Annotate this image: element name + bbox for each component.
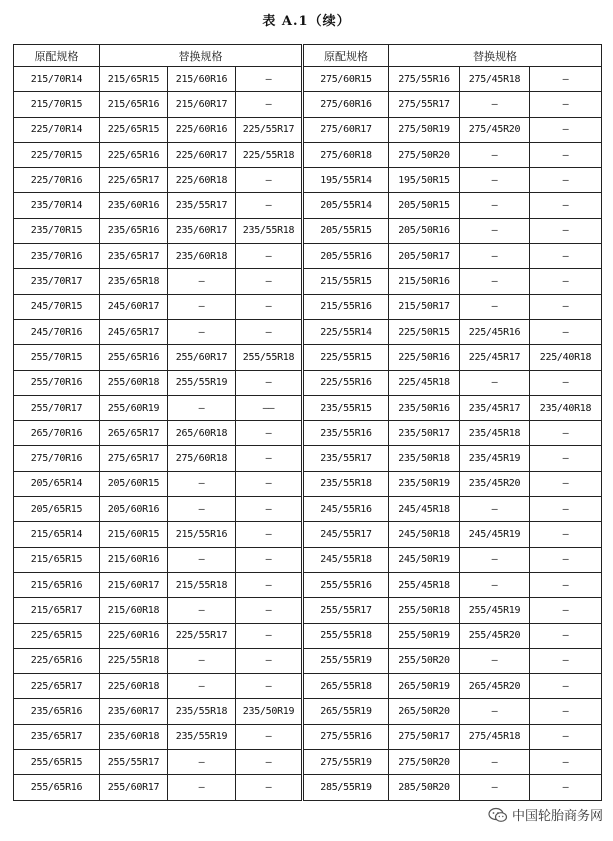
right-replacement-cell: — (530, 218, 602, 243)
right-replacement-cell: — (460, 572, 530, 597)
right-replacement-cell: — (530, 674, 602, 699)
right-replacement-cell: 235/45R17 (460, 395, 530, 420)
left-original-cell: 235/70R14 (14, 193, 100, 218)
left-replacement-cell: — (236, 269, 303, 294)
left-original-cell: 225/70R15 (14, 142, 100, 167)
left-replacement-cell: — (236, 193, 303, 218)
left-replacement-cell: 205/60R15 (100, 471, 168, 496)
left-replacement-cell: —— (236, 395, 303, 420)
left-replacement-cell: — (236, 244, 303, 269)
left-replacement-cell: — (168, 674, 236, 699)
right-replacement-cell: — (460, 142, 530, 167)
table-row (14, 724, 602, 749)
left-replacement-cell: 235/55R19 (168, 724, 236, 749)
right-replacement-cell: 205/50R16 (389, 218, 460, 243)
table-row (14, 244, 602, 269)
right-replacement-cell: 265/45R20 (460, 674, 530, 699)
left-replacement-cell: — (236, 319, 303, 344)
left-replacement-cell: 235/65R18 (100, 269, 168, 294)
left-replacement-cell: — (236, 598, 303, 623)
table-row (14, 319, 602, 344)
right-original-cell: 275/60R15 (303, 67, 389, 92)
right-replacement-cell: 235/45R20 (460, 471, 530, 496)
left-replacement-cell: 225/55R18 (236, 142, 303, 167)
left-replacement-cell: — (236, 724, 303, 749)
right-replacement-cell: — (530, 193, 602, 218)
right-original-cell: 245/55R17 (303, 522, 389, 547)
left-replacement-cell: 235/55R18 (168, 699, 236, 724)
right-replacement-cell: — (530, 370, 602, 395)
right-replacement-cell: — (530, 572, 602, 597)
right-original-cell: 225/55R15 (303, 345, 389, 370)
right-replacement-cell: — (530, 547, 602, 572)
right-replacement-cell: — (460, 750, 530, 775)
right-replacement-cell: 275/45R20 (460, 117, 530, 142)
right-replacement-cell: 205/50R15 (389, 193, 460, 218)
left-replacement-cell: 265/60R18 (168, 421, 236, 446)
right-replacement-cell: 225/50R15 (389, 319, 460, 344)
right-replacement-cell: — (460, 269, 530, 294)
left-replacement-cell: 275/65R17 (100, 446, 168, 471)
left-replacement-cell: — (168, 648, 236, 673)
right-replacement-cell: 235/50R16 (389, 395, 460, 420)
left-original-cell: 225/65R17 (14, 674, 100, 699)
right-original-cell: 265/55R18 (303, 674, 389, 699)
table-row (14, 598, 602, 623)
table-row (14, 92, 602, 117)
left-original-cell: 215/65R16 (14, 572, 100, 597)
left-replacement-cell: 235/60R16 (100, 193, 168, 218)
table-row (14, 421, 602, 446)
left-replacement-cell: 225/55R17 (236, 117, 303, 142)
left-replacement-cell: 215/60R15 (100, 522, 168, 547)
left-replacement-cell: 215/55R16 (168, 522, 236, 547)
right-replacement-cell: 235/45R19 (460, 446, 530, 471)
right-replacement-cell: 225/50R16 (389, 345, 460, 370)
left-original-cell: 205/65R15 (14, 497, 100, 522)
left-replacement-cell: — (168, 269, 236, 294)
right-original-cell: 255/55R16 (303, 572, 389, 597)
left-replacement-cell: 235/65R16 (100, 218, 168, 243)
left-replacement-cell: — (168, 294, 236, 319)
left-replacement-cell: 225/60R17 (168, 142, 236, 167)
table-row (14, 67, 602, 92)
left-replacement-cell: — (168, 750, 236, 775)
left-replacement-cell: 255/60R19 (100, 395, 168, 420)
table-row (14, 547, 602, 572)
header-right-original: 原配规格 (303, 45, 389, 67)
right-replacement-cell: — (530, 168, 602, 193)
left-replacement-cell: 215/60R16 (168, 67, 236, 92)
right-replacement-cell: 235/50R19 (389, 471, 460, 496)
left-replacement-cell: 215/65R15 (100, 67, 168, 92)
right-replacement-cell: 225/40R18 (530, 345, 602, 370)
left-replacement-cell: 235/50R19 (236, 699, 303, 724)
left-replacement-cell: 215/60R17 (168, 92, 236, 117)
right-original-cell: 235/55R16 (303, 421, 389, 446)
right-replacement-cell: 245/50R19 (389, 547, 460, 572)
left-original-cell: 235/65R17 (14, 724, 100, 749)
header-left-original: 原配规格 (14, 45, 100, 67)
left-replacement-cell: 255/55R17 (100, 750, 168, 775)
table-body (14, 67, 602, 801)
right-replacement-cell: 215/50R16 (389, 269, 460, 294)
left-original-cell: 215/65R14 (14, 522, 100, 547)
right-replacement-cell: — (460, 92, 530, 117)
left-replacement-cell: 275/60R18 (168, 446, 236, 471)
right-replacement-cell: — (460, 294, 530, 319)
left-original-cell: 235/65R16 (14, 699, 100, 724)
left-replacement-cell: 235/60R18 (168, 244, 236, 269)
right-replacement-cell: — (460, 218, 530, 243)
left-replacement-cell: 265/65R17 (100, 421, 168, 446)
right-replacement-cell: 275/55R17 (389, 92, 460, 117)
header-right-replacement: 替换规格 (389, 45, 602, 67)
right-replacement-cell: 275/55R16 (389, 67, 460, 92)
right-replacement-cell: — (460, 547, 530, 572)
left-replacement-cell: — (236, 370, 303, 395)
left-replacement-cell: — (236, 547, 303, 572)
table-row (14, 168, 602, 193)
right-replacement-cell: — (460, 775, 530, 800)
left-replacement-cell: 235/55R17 (168, 193, 236, 218)
right-replacement-cell: — (530, 724, 602, 749)
right-replacement-cell: — (460, 168, 530, 193)
tire-spec-table (13, 44, 602, 801)
header-left-replacement: 替换规格 (100, 45, 303, 67)
right-replacement-cell: — (530, 522, 602, 547)
table-row (14, 269, 602, 294)
left-replacement-cell: 215/60R16 (100, 547, 168, 572)
left-replacement-cell: — (168, 598, 236, 623)
right-replacement-cell: — (530, 92, 602, 117)
right-replacement-cell: — (530, 269, 602, 294)
right-replacement-cell: — (530, 117, 602, 142)
left-replacement-cell: 225/65R17 (100, 168, 168, 193)
left-replacement-cell: 225/65R15 (100, 117, 168, 142)
right-original-cell: 195/55R14 (303, 168, 389, 193)
left-replacement-cell: 225/60R18 (168, 168, 236, 193)
right-replacement-cell: 255/50R18 (389, 598, 460, 623)
right-replacement-cell: 245/45R19 (460, 522, 530, 547)
right-replacement-cell: — (530, 142, 602, 167)
right-replacement-cell: — (460, 244, 530, 269)
table-row (14, 345, 602, 370)
left-replacement-cell: — (236, 168, 303, 193)
table-row (14, 294, 602, 319)
right-replacement-cell: 245/50R18 (389, 522, 460, 547)
right-replacement-cell: 195/50R15 (389, 168, 460, 193)
right-original-cell: 235/55R15 (303, 395, 389, 420)
left-replacement-cell: — (168, 775, 236, 800)
right-original-cell: 275/60R16 (303, 92, 389, 117)
left-original-cell: 225/70R14 (14, 117, 100, 142)
left-original-cell: 275/70R16 (14, 446, 100, 471)
left-replacement-cell: — (236, 623, 303, 648)
right-replacement-cell: — (530, 294, 602, 319)
table-title: 表 A.1（续） (262, 14, 351, 29)
right-replacement-cell: 225/45R17 (460, 345, 530, 370)
left-replacement-cell: 255/60R18 (100, 370, 168, 395)
right-replacement-cell: 235/40R18 (530, 395, 602, 420)
right-replacement-cell: — (460, 193, 530, 218)
left-original-cell: 255/70R17 (14, 395, 100, 420)
left-original-cell: 205/65R14 (14, 471, 100, 496)
right-replacement-cell: — (530, 67, 602, 92)
left-replacement-cell: 255/65R16 (100, 345, 168, 370)
left-replacement-cell: 225/60R16 (168, 117, 236, 142)
left-replacement-cell: — (236, 750, 303, 775)
table-header-row (14, 45, 602, 67)
right-original-cell: 275/55R19 (303, 750, 389, 775)
right-original-cell: 275/60R17 (303, 117, 389, 142)
left-replacement-cell: — (236, 92, 303, 117)
left-original-cell: 255/65R15 (14, 750, 100, 775)
left-replacement-cell: 255/55R18 (236, 345, 303, 370)
left-replacement-cell: 235/65R17 (100, 244, 168, 269)
table-row (14, 193, 602, 218)
right-replacement-cell: 225/45R16 (460, 319, 530, 344)
left-replacement-cell: — (236, 522, 303, 547)
left-original-cell: 225/65R16 (14, 648, 100, 673)
right-replacement-cell: 245/45R18 (389, 497, 460, 522)
left-replacement-cell: 235/55R18 (236, 218, 303, 243)
right-replacement-cell: — (530, 623, 602, 648)
watermark-text: 中国轮胎商务网 (511, 809, 603, 824)
right-replacement-cell: 255/45R18 (389, 572, 460, 597)
table-row (14, 572, 602, 597)
right-replacement-cell: 255/50R19 (389, 623, 460, 648)
right-replacement-cell: — (530, 775, 602, 800)
left-replacement-cell: 215/60R17 (100, 572, 168, 597)
right-replacement-cell: 275/50R20 (389, 750, 460, 775)
left-original-cell: 255/65R16 (14, 775, 100, 800)
left-replacement-cell: — (236, 421, 303, 446)
table-row (14, 117, 602, 142)
right-original-cell: 255/55R19 (303, 648, 389, 673)
left-replacement-cell: — (168, 547, 236, 572)
left-replacement-cell: 225/55R18 (100, 648, 168, 673)
right-original-cell: 205/55R15 (303, 218, 389, 243)
right-replacement-cell: — (530, 421, 602, 446)
table-row (14, 699, 602, 724)
right-replacement-cell: — (460, 699, 530, 724)
left-replacement-cell: 255/60R17 (168, 345, 236, 370)
left-original-cell: 225/65R15 (14, 623, 100, 648)
left-original-cell: 245/70R16 (14, 319, 100, 344)
right-original-cell: 275/60R18 (303, 142, 389, 167)
left-original-cell: 235/70R16 (14, 244, 100, 269)
left-original-cell: 265/70R16 (14, 421, 100, 446)
right-original-cell: 205/55R14 (303, 193, 389, 218)
right-replacement-cell: — (530, 699, 602, 724)
right-replacement-cell: — (530, 598, 602, 623)
left-original-cell: 235/70R17 (14, 269, 100, 294)
left-original-cell: 255/70R15 (14, 345, 100, 370)
left-replacement-cell: — (236, 67, 303, 92)
right-replacement-cell: 235/50R18 (389, 446, 460, 471)
watermark (486, 804, 605, 825)
left-original-cell: 235/70R15 (14, 218, 100, 243)
right-replacement-cell: 275/45R18 (460, 67, 530, 92)
right-replacement-cell: 215/50R17 (389, 294, 460, 319)
left-replacement-cell: — (236, 294, 303, 319)
right-original-cell: 235/55R18 (303, 471, 389, 496)
table-row (14, 395, 602, 420)
left-replacement-cell: — (236, 497, 303, 522)
right-replacement-cell: 255/50R20 (389, 648, 460, 673)
table-row (14, 623, 602, 648)
right-replacement-cell: 255/45R20 (460, 623, 530, 648)
table-row (14, 648, 602, 673)
right-replacement-cell: — (460, 497, 530, 522)
right-original-cell: 255/55R17 (303, 598, 389, 623)
right-original-cell: 215/55R15 (303, 269, 389, 294)
left-replacement-cell: 245/65R17 (100, 319, 168, 344)
left-replacement-cell: 235/60R18 (100, 724, 168, 749)
left-replacement-cell: 255/55R19 (168, 370, 236, 395)
right-replacement-cell: 275/45R18 (460, 724, 530, 749)
left-replacement-cell: — (168, 395, 236, 420)
left-replacement-cell: — (236, 775, 303, 800)
table-row (14, 218, 602, 243)
left-replacement-cell: 235/60R17 (168, 218, 236, 243)
right-replacement-cell: — (530, 446, 602, 471)
right-replacement-cell: 275/50R19 (389, 117, 460, 142)
left-replacement-cell: — (236, 471, 303, 496)
right-replacement-cell: 255/45R19 (460, 598, 530, 623)
left-replacement-cell: — (168, 471, 236, 496)
table-row (14, 142, 602, 167)
right-replacement-cell: — (530, 471, 602, 496)
right-replacement-cell: 265/50R19 (389, 674, 460, 699)
left-replacement-cell: 245/60R17 (100, 294, 168, 319)
left-replacement-cell: 225/65R16 (100, 142, 168, 167)
right-original-cell: 245/55R18 (303, 547, 389, 572)
left-replacement-cell: 225/55R17 (168, 623, 236, 648)
right-replacement-cell: — (530, 750, 602, 775)
right-original-cell: 265/55R19 (303, 699, 389, 724)
left-replacement-cell: 225/60R16 (100, 623, 168, 648)
table-row (14, 370, 602, 395)
right-replacement-cell: 285/50R20 (389, 775, 460, 800)
table-row (14, 775, 602, 800)
right-replacement-cell: — (460, 370, 530, 395)
right-original-cell: 215/55R16 (303, 294, 389, 319)
table-row (14, 446, 602, 471)
table-row (14, 471, 602, 496)
right-original-cell: 245/55R16 (303, 497, 389, 522)
right-original-cell: 285/55R19 (303, 775, 389, 800)
left-replacement-cell: 215/60R18 (100, 598, 168, 623)
wechat-icon (488, 807, 508, 823)
right-replacement-cell: 205/50R17 (389, 244, 460, 269)
right-original-cell: 275/55R16 (303, 724, 389, 749)
table-row (14, 674, 602, 699)
left-replacement-cell: 215/65R16 (100, 92, 168, 117)
left-replacement-cell: 235/60R17 (100, 699, 168, 724)
right-original-cell: 255/55R18 (303, 623, 389, 648)
left-replacement-cell: 205/60R16 (100, 497, 168, 522)
right-replacement-cell: — (530, 319, 602, 344)
right-replacement-cell: 275/50R17 (389, 724, 460, 749)
left-replacement-cell: 215/55R18 (168, 572, 236, 597)
left-original-cell: 215/65R15 (14, 547, 100, 572)
right-original-cell: 225/55R16 (303, 370, 389, 395)
right-replacement-cell: — (460, 648, 530, 673)
left-replacement-cell: — (236, 648, 303, 673)
left-original-cell: 245/70R15 (14, 294, 100, 319)
left-original-cell: 215/70R15 (14, 92, 100, 117)
left-original-cell: 215/70R14 (14, 67, 100, 92)
right-replacement-cell: 235/45R18 (460, 421, 530, 446)
left-original-cell: 255/70R16 (14, 370, 100, 395)
table-row (14, 522, 602, 547)
table-row (14, 497, 602, 522)
right-replacement-cell: — (530, 648, 602, 673)
right-replacement-cell: 275/50R20 (389, 142, 460, 167)
right-replacement-cell: 265/50R20 (389, 699, 460, 724)
right-original-cell: 235/55R17 (303, 446, 389, 471)
right-replacement-cell: — (530, 497, 602, 522)
left-replacement-cell: 255/60R17 (100, 775, 168, 800)
left-replacement-cell: — (168, 497, 236, 522)
left-replacement-cell: — (168, 319, 236, 344)
right-original-cell: 225/55R14 (303, 319, 389, 344)
right-original-cell: 205/55R16 (303, 244, 389, 269)
right-replacement-cell: 225/45R18 (389, 370, 460, 395)
left-replacement-cell: 225/60R18 (100, 674, 168, 699)
left-replacement-cell: — (236, 572, 303, 597)
right-replacement-cell: — (530, 244, 602, 269)
left-replacement-cell: — (236, 674, 303, 699)
left-replacement-cell: — (236, 446, 303, 471)
table-row (14, 750, 602, 775)
left-original-cell: 225/70R16 (14, 168, 100, 193)
right-replacement-cell: 235/50R17 (389, 421, 460, 446)
left-original-cell: 215/65R17 (14, 598, 100, 623)
